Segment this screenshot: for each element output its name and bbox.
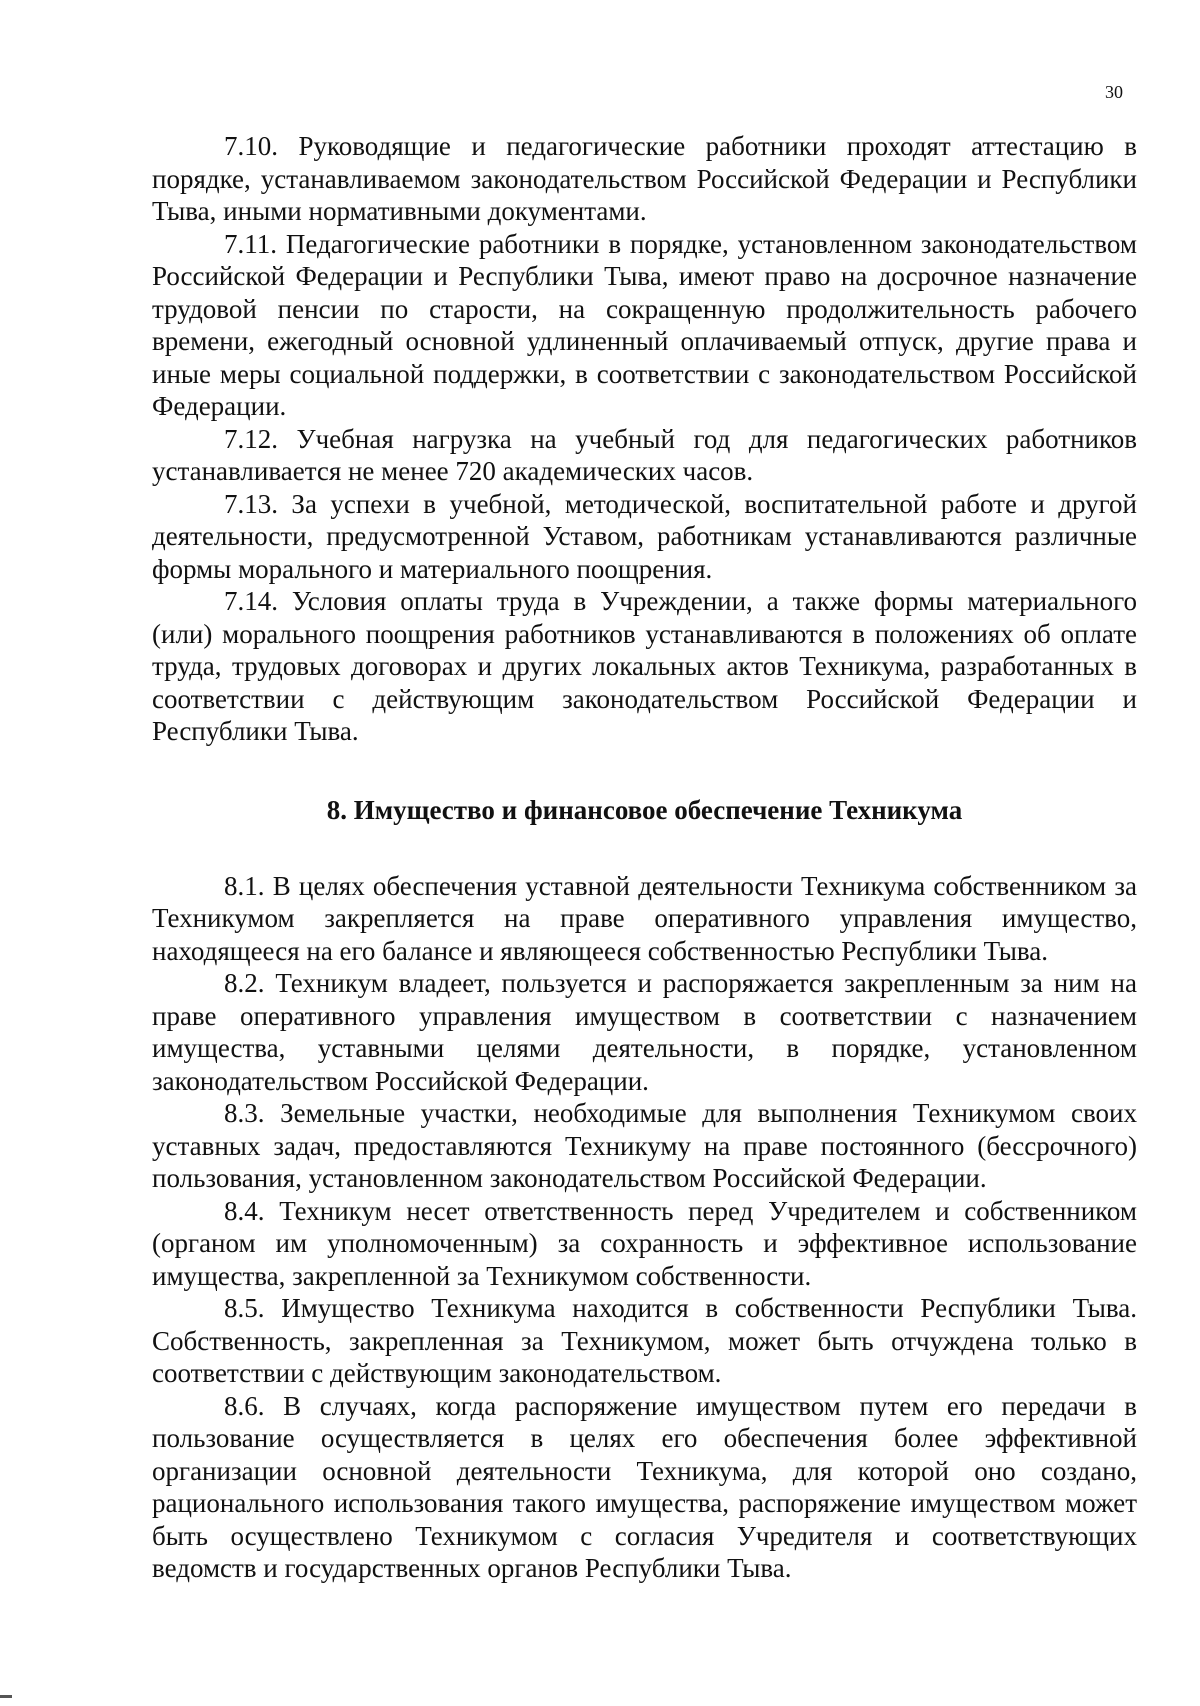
paragraph-7-10: 7.10. Руководящие и педагогические работники проходят аттестацию в порядке, устанавливаемом законодательством Российской Федерации и Республики Тыва, иными нормативными документами. bbox=[152, 131, 1137, 226]
paragraph-8-1: 8.1. В целях обеспечения уставной деятельности Техникума собственником за Техникумом закрепляется на праве оперативного управления имущество, находящееся на его балансе и являющееся собственностью Республики Тыва. bbox=[152, 870, 1137, 966]
paragraph-8-3: 8.3. Земельные участки, необходимые для выполнения Техникумом своих уставных задач, предоставляются Техникуму на праве постоянного (бессрочного) пользования, установленном законодательством Российской Федерации. bbox=[152, 1098, 1137, 1193]
page-number: 30 bbox=[1105, 82, 1123, 102]
document-body bbox=[152, 130, 1137, 1585]
paragraph-7-14: 7.14. Условия оплаты труда в Учреждении, а также формы материального (или) морального поощрения работников устанавливаются в положениях об оплате труда, трудовых договорах и других локальных актов Техникума, разработанных в соответствии с действующим законодательством Российской Федерации и Республики Тыва. bbox=[152, 586, 1137, 746]
paragraph-8-5: 8.5. Имущество Техникума находится в собственности Республики Тыва. Собственность, закрепленная за Техникумом, может быть отчуждена только в соответствии с действующим законодательством. bbox=[152, 1293, 1137, 1388]
paragraph-7-12: 7.12. Учебная нагрузка на учебный год для педагогических работников устанавливается не менее 720 академических часов. bbox=[152, 423, 1137, 486]
scan-edge-mark bbox=[0, 1695, 12, 1698]
paragraph-7-13: 7.13. За успехи в учебной, методической, воспитательной работе и другой деятельности, предусмотренной Уставом, работникам устанавливаются различные формы морального и материального поощрения. bbox=[152, 488, 1137, 584]
section-8-heading: 8. Имущество и финансовое обеспечение Техникума bbox=[326, 794, 963, 825]
paragraph-8-4: 8.4. Техникум несет ответственность перед Учредителем и собственником (органом им уполномоченным) за сохранность и эффективное использование имущества, закрепленной за Техникумом собственности. bbox=[152, 1195, 1137, 1291]
paragraph-7-11: 7.11. Педагогические работники в порядке, установленном законодательством Российской Федерации и Республики Тыва, имеют право на досрочное назначение трудовой пенсии по старости, на сокращенную продолжительность рабочего времени, ежегодный основной удлиненный оплачиваемый отпуск, другие права и иные меры социальной поддержки, в соответствии с законодательством Российской Федерации. bbox=[152, 228, 1137, 421]
paragraph-8-6: 8.6. В случаях, когда распоряжение имуществом путем его передачи в пользование осуществляется в целях его обеспечения более эффективной организации основной деятельности Техникума, для которой оно создано, рационального использования такого имущества, распоряжение имуществом может быть осуществлено Техникумом с согласия Учредителя и соответствующих ведомств и государственных органов Республики Тыва. bbox=[152, 1390, 1137, 1583]
paragraph-8-2: 8.2. Техникум владеет, пользуется и распоряжается закрепленным за ним на праве оперативного управления имуществом в соответствии с назначением имущества, уставными целями деятельности, в порядке, установленном законодательством Российской Федерации. bbox=[152, 968, 1137, 1096]
